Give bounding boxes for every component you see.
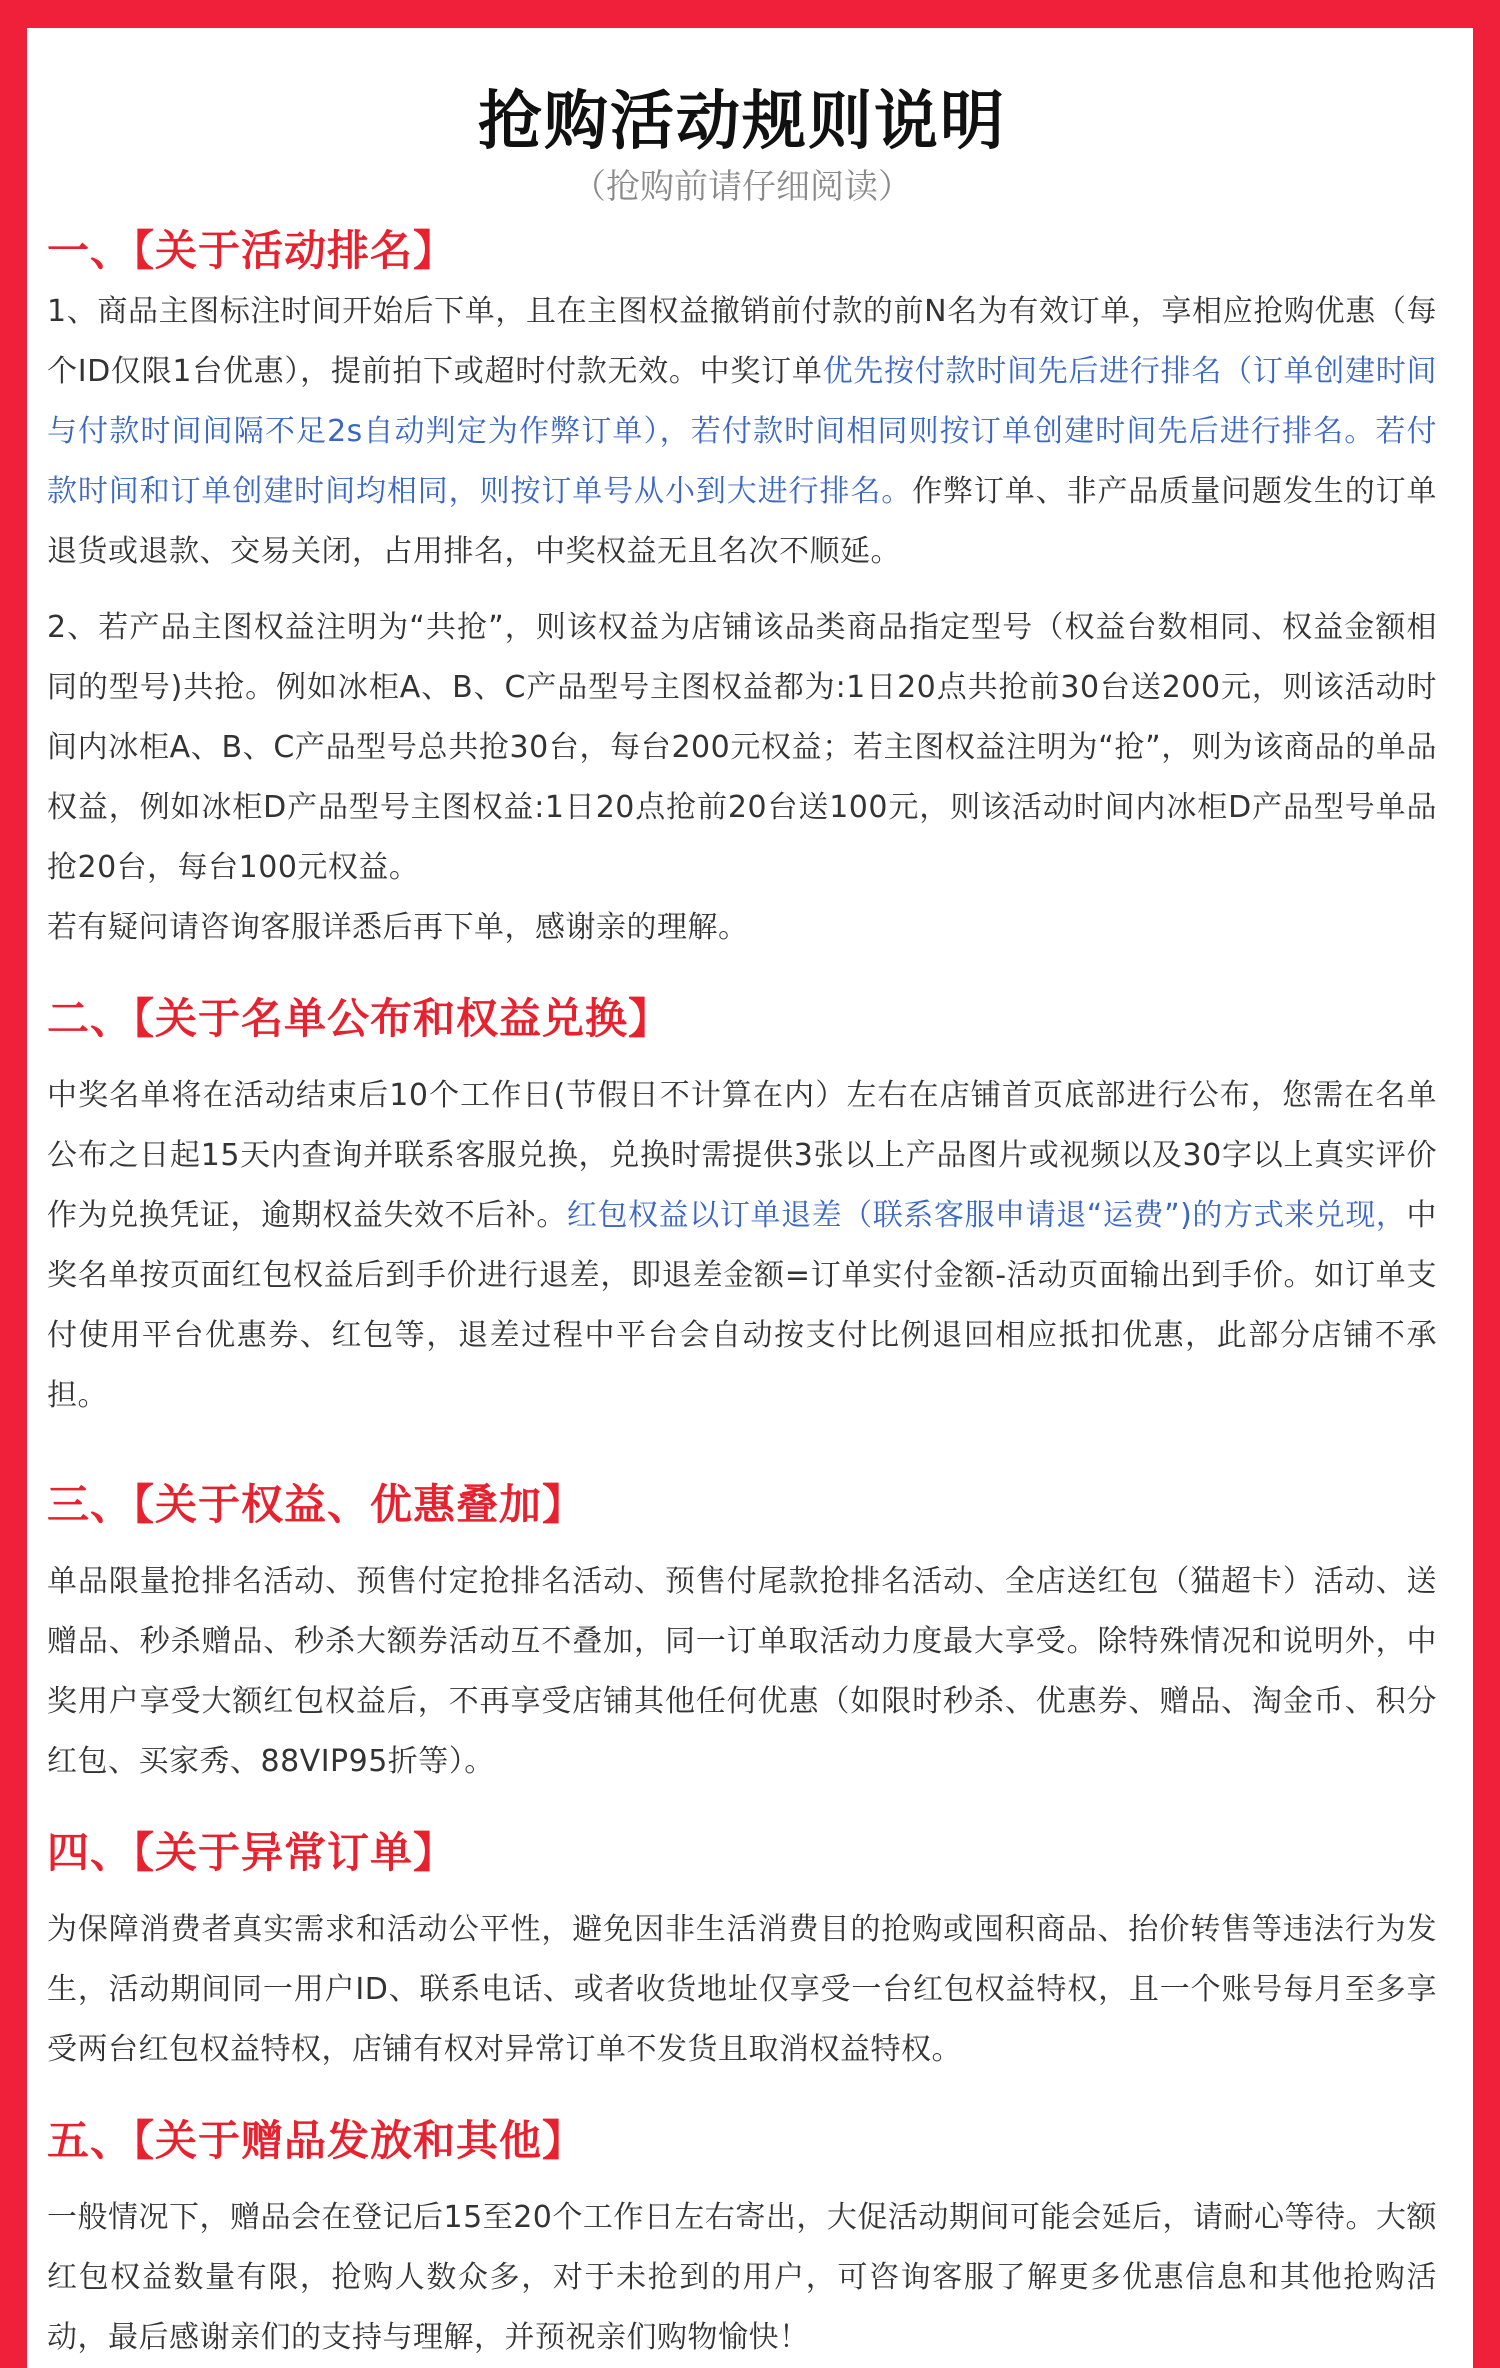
paragraph-text: 作弊订单、非产品质量问题发生的订单退货或退款、交易关闭，占用排名，中奖权益无且名次不顺延。 [47, 474, 1438, 569]
section-paragraph: 为保障消费者真实需求和活动公平性，避免因非生活消费目的抢购或囤积商品、抬价转售等违法行为发生，活动期间同一用户ID、联系电话、或者收货地址仅享受一台红包权益特权，且一个账号每月至多享受两台红包权益特权，店铺有权对异常订单不发货且取消权益特权。 [47, 1912, 1437, 2067]
section-gifts [47, 2110, 1437, 2368]
paragraph-text: 1、商品主图标注时间开始后下单，且在主图权益撤销前付款的前N名为有效订单，享相应抢购优惠（每个ID仅限1台优惠），提前拍下或超时付款无效。中奖订单 [47, 294, 1437, 389]
section-stacking [47, 1474, 1437, 1792]
section-paragraph [47, 1066, 1437, 1426]
paragraph-text: 中奖名单按页面红包权益后到手价进行退差，即退差金额=订单实付金额-活动页面输出到手价。如订单支付使用平台优惠券、红包等，退差过程中平台会自动按支付比例退回相应抵扣优惠，此部分店铺不承担。 [47, 1198, 1437, 1413]
section-heading: 一、【关于活动排名】 [47, 226, 457, 275]
section-ranking [47, 220, 1437, 958]
section-paragraph: 单品限量抢排名活动、预售付定抢排名活动、预售付尾款抢排名活动、全店送红包（猫超卡）活动、送赠品、秒杀赠品、秒杀大额券活动互不叠加，同一订单取活动力度最大享受。除特殊情况和说明外，中奖用户享受大额红包权益后，不再享受店铺其他任何优惠（如限时秒杀、优惠券、赠品、淘金币、积分红包、买家秀、88VIP95折等）。 [47, 1564, 1437, 1779]
section-paragraph [47, 282, 1437, 582]
section-paragraph: 2、若产品主图权益注明为“共抢”，则该权益为店铺该品类商品指定型号（权益台数相同、权益金额相同的型号)共抢。例如冰柜A、B、C产品型号主图权益都为:1日20点共抢前30台送200元，则该活动时间内冰柜A、B、C产品型号总共抢30台，每台200元权益；若主图权益注明为“抢”，则为该商品的单品权益，例如冰柜D产品型号主图权益:1日20点抢前20台送100元，则该活动时间内冰柜D产品型号单品抢20台，每台100元权益。 [47, 610, 1437, 885]
rules-page [27, 28, 1473, 2368]
highlight-text: 红包权益以订单退差（联系客服申请退“运费”)的方式来兑现， [566, 1198, 1407, 1233]
highlight-text: 优先按付款时间先后进行排名（订单创建时间与付款时间间隔不足2s自动判定为作弊订单），若付款时间相同则按订单创建时间先后进行排名。若付款时间和订单创建时间均相同，则按订单号从小到大进行排名。 [47, 354, 1437, 509]
section-abnormal-orders [47, 1822, 1437, 2080]
paragraph-text: 中奖名单将在活动结束后10个工作日(节假日不计算在内）左右在店铺首页底部进行公布，您需在名单公布之日起15天内查询并联系客服兑换，兑换时需提供3张以上产品图片或视频以及30字以上真实评价作为兑换凭证，逾期权益失效不后补。 [47, 1078, 1437, 1233]
section-paragraph: 若有疑问请咨询客服详悉后再下单，感谢亲的理解。 [47, 910, 749, 945]
section-heading: 四、【关于异常订单】 [47, 1828, 457, 1877]
section-paragraph: 一般情况下，赠品会在登记后15至20个工作日左右寄出，大促活动期间可能会延后，请耐心等待。大额红包权益数量有限，抢购人数众多，对于未抢到的用户，可咨询客服了解更多优惠信息和其他抢购活动，最后感谢亲们的支持与理解，并预祝亲们购物愉快！ [47, 2200, 1437, 2355]
section-list-publish [47, 988, 1437, 1426]
page-subtitle: （抢购前请仔细阅读） [572, 167, 912, 207]
section-heading: 三、【关于权益、优惠叠加】 [47, 1480, 586, 1529]
page-title: 抢购活动规则说明 [478, 85, 1006, 159]
section-heading: 二、【关于名单公布和权益兑换】 [47, 994, 672, 1043]
section-heading: 五、【关于赠品发放和其他】 [47, 2116, 586, 2165]
